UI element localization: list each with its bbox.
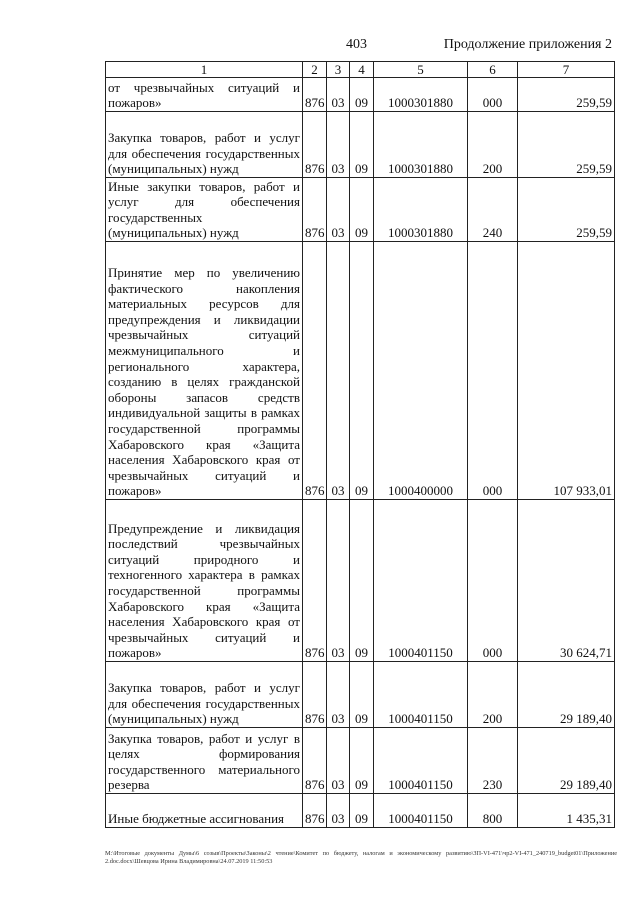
expense-type-code: 200 (468, 662, 518, 728)
section-code: 03 (327, 794, 350, 828)
target-article-code: 1000401150 (374, 662, 468, 728)
ministry-code: 876 (303, 112, 327, 178)
ministry-code: 876 (303, 242, 327, 500)
row-name: Предупреждение и ликвидация последствий чрезвычайных ситуаций природного и техногенного характера в рамках государственной программы Хабаровского края «Защита населения Хабаровского края от чрезвычайных ситуаций и пожаров» (106, 500, 303, 662)
table-header (106, 62, 615, 78)
row-name: Иные закупки товаров, работ и услуг для обеспечения государственных (муниципальных) нужд (106, 178, 303, 242)
ministry-code: 876 (303, 794, 327, 828)
subsection-code: 09 (350, 728, 374, 794)
column-header: 6 (468, 62, 518, 78)
expense-type-code: 240 (468, 178, 518, 242)
target-article-code: 1000401150 (374, 728, 468, 794)
target-article-code: 1000401150 (374, 794, 468, 828)
page-number: 403 (346, 37, 367, 52)
amount: 29 189,40 (518, 662, 615, 728)
expense-type-code: 200 (468, 112, 518, 178)
target-article-code: 1000401150 (374, 500, 468, 662)
expense-type-code: 000 (468, 500, 518, 662)
subsection-code: 09 (350, 794, 374, 828)
target-article-code: 1000301880 (374, 178, 468, 242)
table-row (106, 242, 615, 500)
row-name: от чрезвычайных ситуаций и пожаров» (106, 78, 303, 112)
amount: 107 933,01 (518, 242, 615, 500)
expense-type-code: 000 (468, 242, 518, 500)
column-header: 3 (327, 62, 350, 78)
column-header: 1 (106, 62, 303, 78)
section-code: 03 (327, 728, 350, 794)
section-code: 03 (327, 78, 350, 112)
table-header-row (106, 62, 615, 78)
table-row (106, 78, 615, 112)
subsection-code: 09 (350, 178, 374, 242)
ministry-code: 876 (303, 728, 327, 794)
section-code: 03 (327, 662, 350, 728)
table-row (106, 178, 615, 242)
section-code: 03 (327, 112, 350, 178)
expense-type-code: 230 (468, 728, 518, 794)
row-name: Иные бюджетные ассигнования (106, 794, 303, 828)
row-name: Закупка товаров, работ и услуг для обеспечения государственных (муниципальных) нужд (106, 662, 303, 728)
continuation-label: Продолжение приложения 2 (443, 37, 612, 52)
column-header: 7 (518, 62, 615, 78)
section-code: 03 (327, 178, 350, 242)
row-name: Закупка товаров, работ и услуг для обеспечения государственных (муниципальных) нужд (106, 112, 303, 178)
target-article-code: 1000400000 (374, 242, 468, 500)
amount: 259,59 (518, 178, 615, 242)
subsection-code: 09 (350, 500, 374, 662)
table-row (106, 500, 615, 662)
budget-table (105, 61, 615, 828)
column-header: 5 (374, 62, 468, 78)
table-row (106, 728, 615, 794)
amount: 30 624,71 (518, 500, 615, 662)
table-row (106, 112, 615, 178)
subsection-code: 09 (350, 112, 374, 178)
ministry-code: 876 (303, 178, 327, 242)
amount: 1 435,31 (518, 794, 615, 828)
subsection-code: 09 (350, 78, 374, 112)
subsection-code: 09 (350, 662, 374, 728)
row-name: Принятие мер по увеличению фактического накопления материальных ресурсов для предупреждения и ликвидации чрезвычайных ситуаций межмуниципального и регионального характера, созданию в целях гражданской обороны запасов средств индивидуальной защиты в рамках государственной программы Хабаровского края «Защита населения Хабаровского края от чрезвычайных ситуаций и пожаров» (106, 242, 303, 500)
amount: 259,59 (518, 112, 615, 178)
section-code: 03 (327, 242, 350, 500)
row-name: Закупка товаров, работ и услуг в целях формирования государственного материального резерва (106, 728, 303, 794)
section-code: 03 (327, 500, 350, 662)
ministry-code: 876 (303, 662, 327, 728)
column-header: 2 (303, 62, 327, 78)
amount: 259,59 (518, 78, 615, 112)
table-row (106, 662, 615, 728)
file-path-footer: M:\Итоговые документы Думы\6 созыв\Проекты\Законы\2 чтение\Комитет по бюджету, налогам и экономическому развитию\ЗП-VI-471\чр2-VI-471_240719_budget01\Приложение 2.doc.docx\Шевцова Ирина Владимировна\24.07.2019 11:50:53 (105, 850, 617, 865)
target-article-code: 1000301880 (374, 78, 468, 112)
ministry-code: 876 (303, 78, 327, 112)
amount: 29 189,40 (518, 728, 615, 794)
column-header: 4 (350, 62, 374, 78)
table-row (106, 794, 615, 828)
subsection-code: 09 (350, 242, 374, 500)
expense-type-code: 000 (468, 78, 518, 112)
target-article-code: 1000301880 (374, 112, 468, 178)
expense-type-code: 800 (468, 794, 518, 828)
ministry-code: 876 (303, 500, 327, 662)
